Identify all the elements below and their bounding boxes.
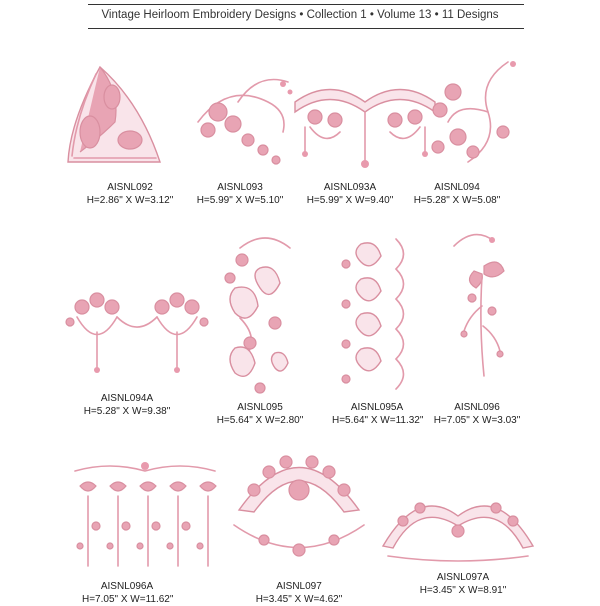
design-image-aisnl095a <box>336 234 416 394</box>
design-label-aisnl097 <box>254 580 344 606</box>
design-image-aisnl094 <box>418 52 528 172</box>
design-image-aisnl096a <box>70 456 220 576</box>
design-label-aisnl092 <box>85 181 175 207</box>
design-label-aisnl093 <box>195 181 285 207</box>
design-code: AISNL095 <box>237 402 283 413</box>
design-label-aisnl096a <box>82 580 172 606</box>
title-rule <box>88 28 524 29</box>
design-size: H=5.64" X W=2.80" <box>216 415 304 426</box>
design-code: AISNL095A <box>350 402 404 413</box>
design-size: H=5.99" X W=5.10" <box>196 195 284 206</box>
design-code: AISNL093A <box>323 182 377 193</box>
design-image-aisnl097a <box>378 476 538 566</box>
design-label-aisnl097a <box>418 571 508 597</box>
top-rule <box>88 4 524 5</box>
design-code: AISNL097A <box>436 572 490 583</box>
design-size: H=3.45" X W=8.91" <box>419 585 507 596</box>
design-size: H=7.05" X W=3.03" <box>433 415 521 426</box>
design-code: AISNL096 <box>454 402 500 413</box>
design-size: H=3.45" X W=4.62" <box>255 594 343 605</box>
design-size: H=7.05" X W=11.62" <box>82 594 174 605</box>
design-image-aisnl094a <box>62 282 212 382</box>
design-image-aisnl093 <box>188 62 298 172</box>
design-size: H=5.64" X W=11.32" <box>332 415 424 426</box>
design-code: AISNL094 <box>434 182 480 193</box>
design-label-aisnl094a <box>82 392 172 418</box>
design-label-aisnl096 <box>432 401 522 427</box>
design-code: AISNL094A <box>100 393 154 404</box>
design-image-aisnl096 <box>444 226 524 386</box>
page-title: Vintage Heirloom Embroidery Designs • Collection 1 • Volume 13 • 11 Designs <box>101 9 499 21</box>
design-label-aisnl094 <box>412 181 502 207</box>
design-size: H=2.86" X W=3.12" <box>86 195 174 206</box>
design-code: AISNL097 <box>276 581 322 592</box>
design-code: AISNL096A <box>100 581 154 592</box>
design-size: H=5.99" X W=9.40" <box>306 195 394 206</box>
design-label-aisnl095a <box>332 401 422 427</box>
design-code: AISNL093 <box>217 182 263 193</box>
design-label-aisnl095 <box>215 401 305 427</box>
design-size: H=5.28" X W=9.38" <box>83 406 171 417</box>
design-image-aisnl097 <box>224 430 374 570</box>
design-code: AISNL092 <box>107 182 153 193</box>
design-size: H=5.28" X W=5.08" <box>413 195 501 206</box>
design-image-aisnl095 <box>220 228 300 398</box>
design-label-aisnl093a <box>305 181 395 207</box>
design-image-aisnl092 <box>60 62 170 172</box>
